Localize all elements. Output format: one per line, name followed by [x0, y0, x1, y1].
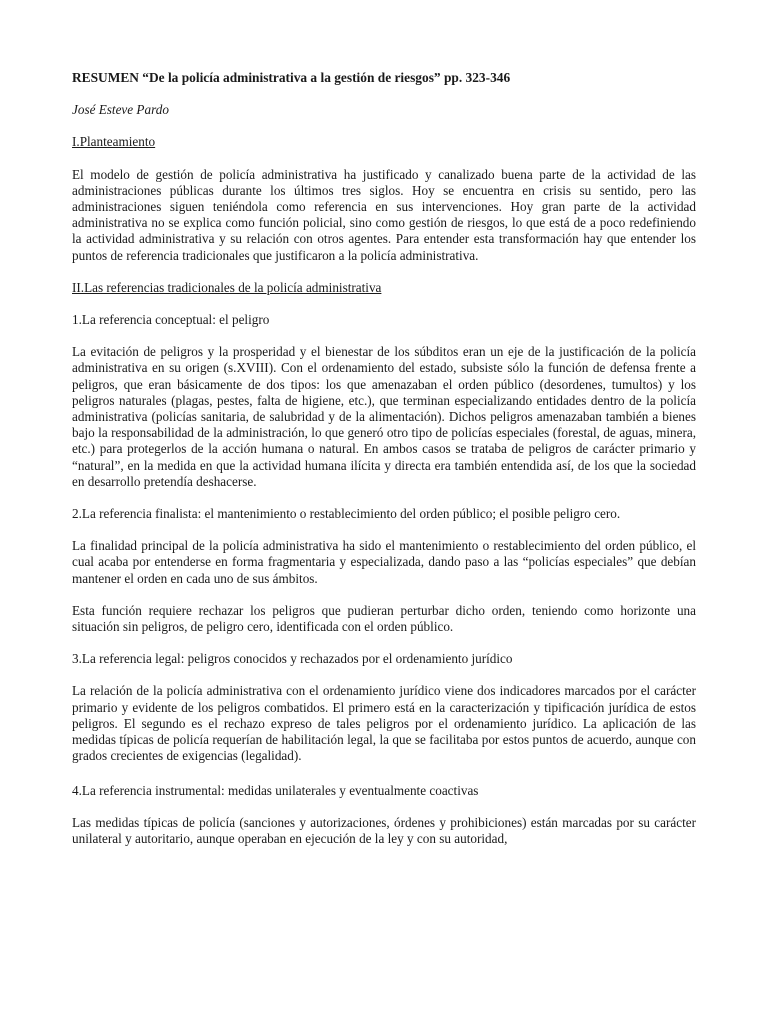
document-author: José Esteve Pardo [72, 102, 169, 118]
paragraph-instrumental: Las medidas típicas de policía (sanciones y autorizaciones, órdenes y prohibiciones) están marcadas por su carácter unilateral y autoritario, aunque operaban en ejecución de la ley y con su autoridad, [72, 814, 696, 846]
paragraph-peligro: La evitación de peligros y la prosperidad y el bienestar de los súbditos eran un eje de la justificación de la policía administrativa en su origen (s.XVIII). Con el ordenamiento del estado, subsiste sólo la función de defensa frente a peligros, que eran básicamente de dos tipos: los que amenazaban el orden público (desordenes, tumultos) y los peligros naturales (plagas, pestes, falta de higiene, etc.), que terminan especializando entidades dentro de la policía administrativa (policías sanitaria, de salubridad y de la alimentación). Dichos peligros amenazaban también a bienes bajo la responsabilidad de la administración, lo que generó otro tipo de policías especiales (forestal, de aguas, minera, etc.) para protegerlos de la acción humana o natural. En ambos casos se trataba de peligros de carácter primario y “natural”, en la medida en que la actividad humana ilícita y directa era también entendida así, de los que la sociedad en desarrollo pretendía deshacerse. [72, 344, 696, 489]
subheading-finalista: 2.La referencia finalista: el mantenimiento o restablecimiento del orden público; el posible peligro cero. [72, 506, 621, 522]
paragraph-planteamiento: El modelo de gestión de policía administrativa ha justificado y canalizado buena parte de la actividad de las administraciones públicas durante los últimos tres siglos. Hoy se encuentra en crisis su sentido, pero las administraciones siguen teniéndola como referencia en sus intervenciones. Hoy gran parte de la actividad administrativa no se explica como función policial, sino como gestión de riesgos, lo que está de a poco redefiniendo la actividad administrativa y su relación con otros agentes. Para entender esta transformación hay que entender los puntos de referencia tradicionales que justificaron a la policía administrativa. [72, 166, 696, 263]
document-title: RESUMEN “De la policía administrativa a la gestión de riesgos” pp. 323-346 [72, 70, 511, 85]
paragraph-finalidad: La finalidad principal de la policía administrativa ha sido el mantenimiento o restablecimiento del orden público, el cual acaba por entenderse en forma fragmentaria y especializada, dando paso a las “policías especiales” que debían mantener el orden en cada uno de sus ámbitos. [72, 538, 696, 586]
subheading-legal: 3.La referencia legal: peligros conocidos y rechazados por el ordenamiento jurídico [72, 651, 513, 667]
subheading-instrumental: 4.La referencia instrumental: medidas unilaterales y eventualmente coactivas [72, 782, 479, 798]
subheading-peligro: 1.La referencia conceptual: el peligro [72, 312, 270, 328]
section-heading-planteamiento: I.Planteamiento [72, 134, 156, 150]
paragraph-legal: La relación de la policía administrativa con el ordenamiento jurídico viene dos indicadores marcados por el carácter primario y evidente de los peligros combatidos. El primero está en la caracterización y tipificación jurídica de estos peligros. El segundo es el rechazo expreso de tales peligros por el ordenamiento jurídico. La aplicación de las medidas típicas de policía requerían de habilitación legal, la que se facilitaba por estos puntos de acuerdo, aunque con grados crecientes de exigencias (legalidad). [72, 683, 696, 764]
section-heading-referencias: II.Las referencias tradicionales de la policía administrativa [72, 279, 382, 295]
paragraph-funcion: Esta función requiere rechazar los peligros que pudieran perturbar dicho orden, teniendo como horizonte una situación sin peligros, de peligro cero, identificada con el orden público. [72, 602, 696, 635]
